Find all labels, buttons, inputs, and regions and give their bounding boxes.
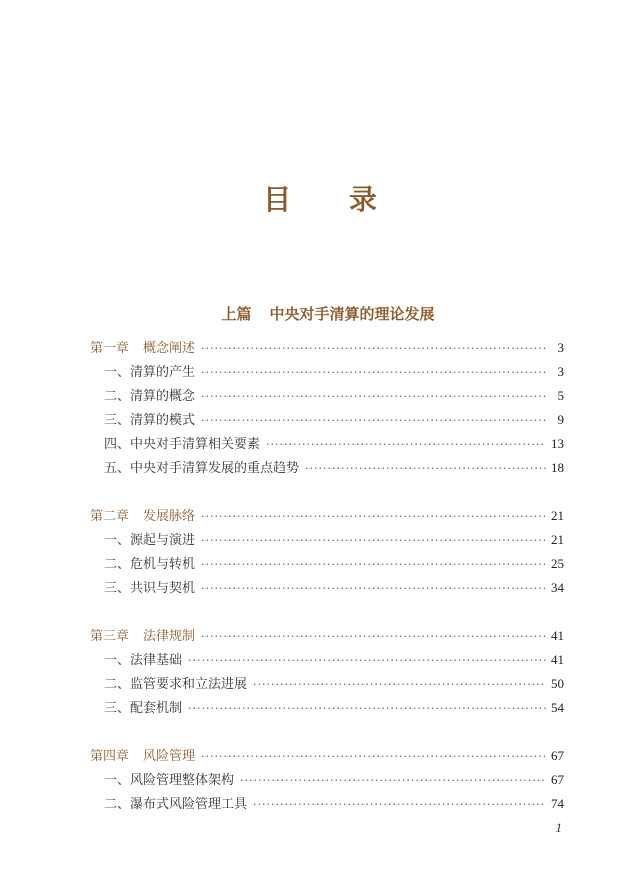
toc-entry[interactable] — [90, 792, 564, 816]
entry-label: 三、清算的模式 — [104, 413, 196, 428]
toc-entry[interactable] — [90, 552, 564, 576]
chapter-name: 风险管理 — [143, 749, 196, 764]
page-number: 41 — [551, 652, 564, 667]
entry-label: 五、中央对手清算发展的重点趋势 — [104, 461, 300, 476]
entry-label: 二、瀑布式风险管理工具 — [104, 797, 248, 812]
entry-label: 二、监管要求和立法进展 — [104, 677, 248, 692]
chapter-name: 发展脉络 — [143, 509, 196, 524]
toc-chapter-2[interactable] — [90, 504, 564, 528]
part-label: 上篇 — [221, 305, 252, 323]
entry-label: 三、配套机制 — [104, 701, 183, 716]
toc-entry[interactable] — [90, 432, 564, 456]
leader-dots — [201, 529, 546, 553]
entry-label: 三、共识与契机 — [104, 581, 196, 596]
toc-entry[interactable] — [90, 768, 564, 792]
leader-dots — [201, 337, 546, 361]
chapter-number: 第四章 — [90, 749, 130, 764]
chapter-number: 第二章 — [90, 509, 130, 524]
toc-chapter-1[interactable] — [90, 336, 564, 360]
page-number: 67 — [551, 748, 564, 763]
entry-label: 一、源起与演进 — [104, 533, 196, 548]
leader-dots — [201, 385, 546, 409]
page-title: 目 录 — [263, 183, 401, 216]
leader-dots — [188, 649, 546, 673]
toc-entry[interactable] — [90, 528, 564, 552]
page-number: 34 — [551, 580, 564, 595]
toc-entry[interactable] — [90, 360, 564, 384]
part-name: 中央对手清算的理论发展 — [269, 305, 435, 323]
leader-dots — [201, 505, 546, 529]
part-heading — [0, 303, 640, 324]
toc-chapter-4[interactable] — [90, 744, 564, 768]
entry-label: 四、中央对手清算相关要素 — [104, 437, 261, 452]
page-number: 50 — [551, 676, 564, 691]
page-number: 3 — [557, 340, 564, 355]
page-number: 9 — [557, 412, 564, 427]
toc-chapter-3[interactable] — [90, 624, 564, 648]
page-number: 5 — [557, 388, 564, 403]
leader-dots — [305, 457, 546, 481]
leader-dots — [266, 433, 546, 457]
page-folio: 1 — [555, 820, 562, 835]
chapter-name: 概念阐述 — [143, 341, 196, 356]
entry-label: 二、清算的概念 — [104, 389, 196, 404]
leader-dots — [201, 553, 546, 577]
page-number: 41 — [551, 628, 564, 643]
table-of-contents — [90, 336, 564, 816]
entry-label: 一、风险管理整体架构 — [104, 773, 235, 788]
leader-dots — [253, 673, 546, 697]
leader-dots — [253, 793, 546, 817]
page-number: 54 — [551, 700, 564, 715]
toc-entry[interactable] — [90, 696, 564, 720]
toc-entry[interactable] — [90, 672, 564, 696]
chapter-name: 法律规制 — [143, 629, 196, 644]
chapter-number: 第三章 — [90, 629, 130, 644]
toc-entry[interactable] — [90, 648, 564, 672]
page-number: 21 — [551, 532, 564, 547]
page-number: 67 — [551, 772, 564, 787]
page-number: 3 — [557, 364, 564, 379]
toc-entry[interactable] — [90, 384, 564, 408]
entry-label: 一、清算的产生 — [104, 365, 196, 380]
leader-dots — [188, 697, 546, 721]
toc-entry[interactable] — [90, 408, 564, 432]
leader-dots — [201, 625, 546, 649]
leader-dots — [201, 361, 546, 385]
toc-entry[interactable] — [90, 576, 564, 600]
page-number: 74 — [551, 796, 564, 811]
entry-label: 二、危机与转机 — [104, 557, 196, 572]
leader-dots — [201, 577, 546, 601]
toc-entry[interactable] — [90, 456, 564, 480]
page-number: 21 — [551, 508, 564, 523]
page-number: 18 — [551, 460, 564, 475]
entry-label: 一、法律基础 — [104, 653, 183, 668]
leader-dots — [240, 769, 546, 793]
page-number: 13 — [551, 436, 564, 451]
leader-dots — [201, 409, 546, 433]
leader-dots — [201, 745, 546, 769]
chapter-number: 第一章 — [90, 341, 130, 356]
page-number: 25 — [551, 556, 564, 571]
